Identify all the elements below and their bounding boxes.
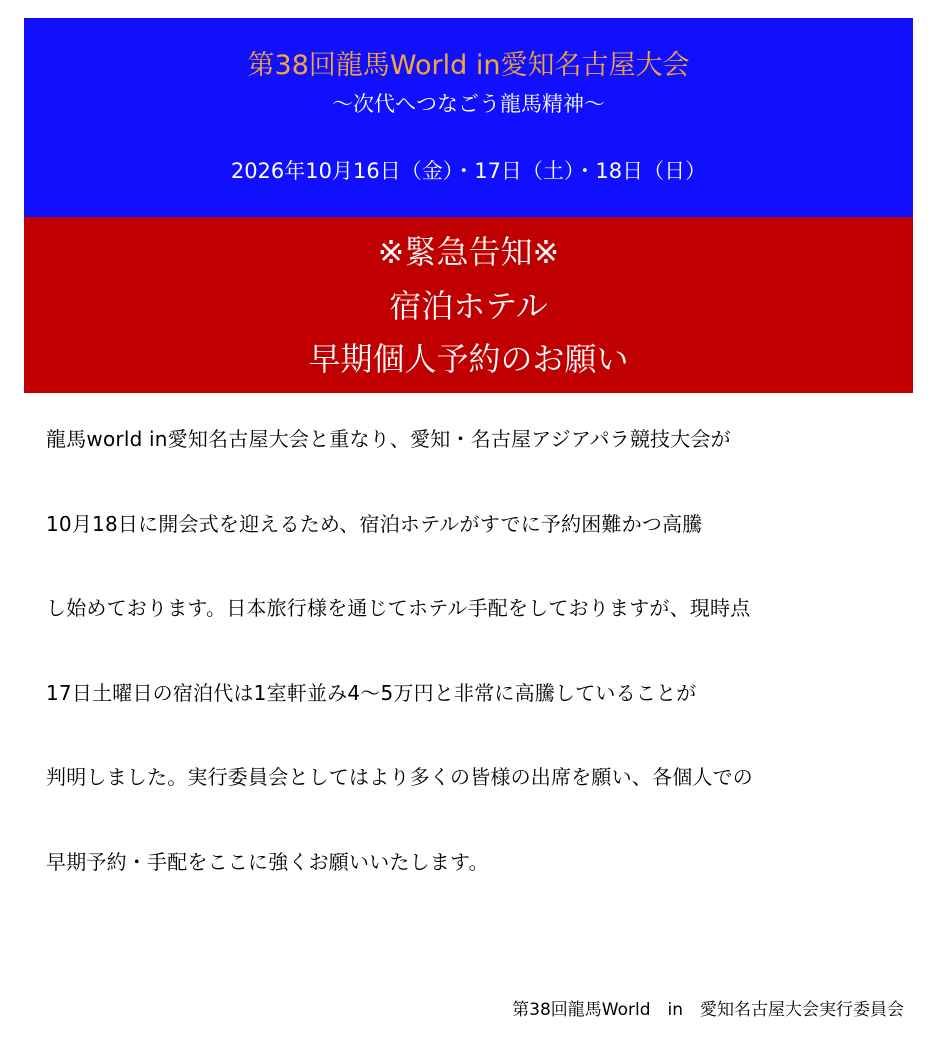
hotel-heading: 宿泊ホテル <box>389 287 548 325</box>
notice-body <box>46 422 906 929</box>
early-booking-request-heading: 早期個人予約のお願い <box>308 340 629 378</box>
body-line: 17日土曜日の宿泊代は1室軒並み4～5万円と非常に高騰していることが <box>46 680 697 705</box>
body-line: 早期予約・手配をここに強くお願いいたします。 <box>46 849 489 874</box>
event-dates: 2026年10月16日（金）・17日（土）・18日（日） <box>230 159 707 183</box>
urgent-notice-heading: ※緊急告知※ <box>377 233 560 271</box>
committee-signature: 第38回龍馬World in 愛知名古屋大会実行委員会 <box>512 1000 904 1020</box>
event-subtitle: ～次代へつなごう龍馬精神～ <box>332 92 605 116</box>
event-header <box>24 18 913 217</box>
body-line: 判明しました。実行委員会としてはより多くの皆様の出席を願い、各個人での <box>46 765 753 789</box>
body-line: 10月18日に開会式を迎えるため、宿泊ホテルがすでに予約困難かつ高騰 <box>46 511 703 536</box>
body-line: し始めております。日本旅行様を通じてホテル手配をしておりますが、現時点 <box>46 596 751 620</box>
body-line: 龍馬world in愛知名古屋大会と重なり、愛知・名古屋アジアパラ競技大会が <box>46 427 731 451</box>
urgent-notice-banner <box>24 217 913 393</box>
event-title: 第38回龍馬World in愛知名古屋大会 <box>247 50 690 81</box>
